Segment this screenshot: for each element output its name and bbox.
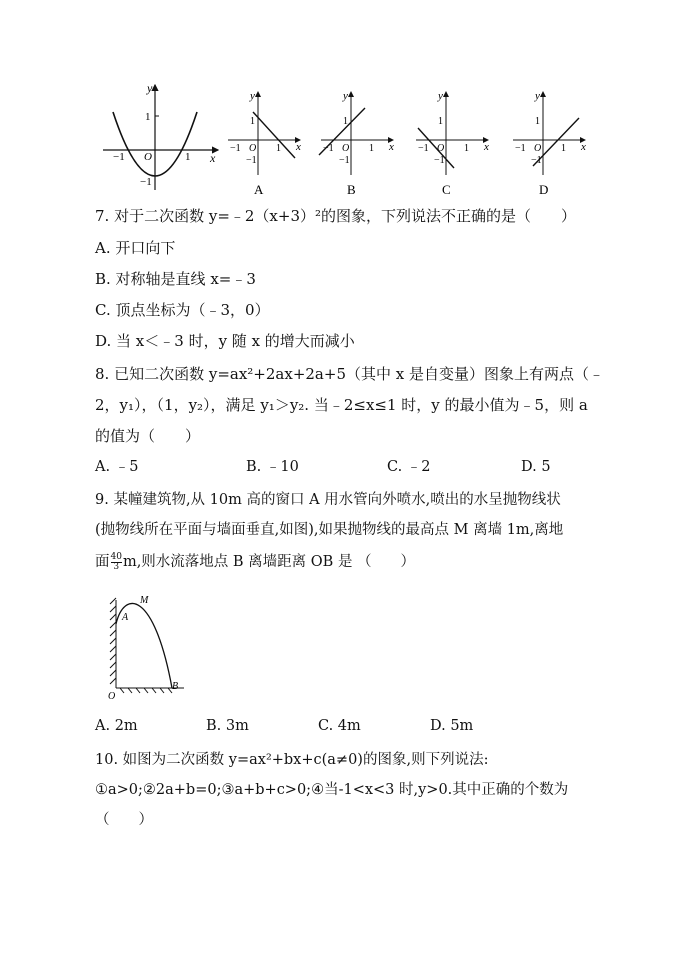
fraction-40-3: $\frac{40}{3}$	[110, 551, 122, 572]
svg-text:−1: −1	[246, 155, 257, 166]
q8-option-b: B. ﹣10	[246, 459, 299, 475]
svg-text:−1: −1	[230, 143, 241, 154]
q9-line2: (抛物线所在平面与墙面垂直,如图),如果抛物线的最高点 M 离墙 1m,离地	[95, 522, 564, 538]
q9-line3: 面 $\frac{40}{3}$ m,则水流落地点 B 离墙距离 OB 是 （ ）	[95, 551, 416, 572]
point-a-label: A	[122, 612, 129, 623]
q9-option-b: B. 3m	[206, 718, 249, 734]
q10-line3: （ ）	[95, 812, 153, 828]
svg-text:x: x	[296, 141, 301, 153]
q7-stem: 7. 对于二次函数 y=﹣2（x+3）²的图象，下列说法不正确的是（ ）	[95, 207, 577, 225]
q9-figure	[106, 592, 216, 702]
svg-text:1: 1	[561, 143, 566, 154]
parabola-tick-neg1y: −1	[140, 176, 152, 188]
q9-option-c: C. 4m	[318, 718, 361, 734]
graph-a	[228, 90, 301, 197]
svg-text:x: x	[484, 141, 489, 153]
svg-text:1: 1	[464, 143, 469, 154]
svg-text:x: x	[581, 141, 586, 153]
graph-a-letter: A	[254, 182, 264, 197]
q9-option-a: A. 2m	[95, 718, 138, 734]
q8-option-c: C. ﹣2	[387, 459, 431, 475]
q7-option-d: D. 当 x＜﹣3 时，y 随 x 的增大而减小	[95, 332, 355, 350]
parabola-y-label: y	[147, 81, 153, 95]
q10-line1: 10. 如图为二次函数 y=ax²+bx+c(a≠0)的图象,则下列说法:	[95, 752, 489, 768]
q8-line2: 2，y₁），（1，y₂），满足 y₁＞y₂. 当﹣2≤x≤1 时，y 的最小值为﹣5，则 a	[95, 396, 588, 414]
q8-line1: 8. 已知二次函数 y=ax²+2ax+2a+5（其中 x 是自变量）图象上有两点（﹣	[95, 365, 604, 383]
graph-b-letter: B	[347, 182, 356, 197]
graph-d	[513, 90, 586, 197]
graph-b	[319, 90, 394, 197]
q7-option-a: A. 开口向下	[95, 239, 176, 257]
parabola-graph	[103, 81, 218, 190]
svg-text:O: O	[342, 143, 350, 154]
parabola-x-label: x	[210, 151, 216, 165]
q8-line3: 的值为（ ）	[95, 427, 201, 445]
graph-d-letter: D	[539, 182, 549, 197]
parabola-tick-1x: 1	[185, 151, 191, 163]
svg-text:1: 1	[438, 116, 443, 127]
svg-text:y: y	[535, 90, 540, 102]
svg-text:O: O	[534, 143, 542, 154]
svg-text:y: y	[343, 90, 348, 102]
parabola-origin: O	[144, 151, 152, 163]
svg-text:−1: −1	[323, 143, 334, 154]
point-m-label: M	[140, 595, 149, 606]
svg-text:O: O	[437, 143, 445, 154]
svg-text:−1: −1	[339, 155, 350, 166]
svg-text:1: 1	[369, 143, 374, 154]
top-figure	[0, 0, 688, 200]
svg-text:1: 1	[276, 143, 281, 154]
svg-text:y: y	[438, 90, 443, 102]
q7-option-b: B. 对称轴是直线 x=﹣3	[95, 270, 256, 288]
svg-text:O: O	[249, 143, 257, 154]
q8-option-d: D. 5	[521, 459, 551, 475]
graph-c	[416, 90, 489, 197]
svg-text:−1: −1	[434, 155, 445, 166]
q8-option-a: A. ﹣5	[95, 459, 139, 475]
q9-line1: 9. 某幢建筑物,从 10m 高的窗口 A 用水管向外喷水,喷出的水呈抛物线状	[95, 492, 561, 508]
point-o-label: O	[108, 691, 116, 702]
svg-text:y: y	[250, 90, 255, 102]
point-b-label: B	[172, 681, 179, 692]
svg-text:x: x	[389, 141, 394, 153]
parabola-tick-1y: 1	[145, 111, 151, 123]
svg-text:−1: −1	[515, 143, 526, 154]
q9-option-d: D. 5m	[430, 718, 474, 734]
q10-line2: ①a>0;②2a+b=0;③a+b+c>0;④当-1<x<3 时,y>0.其中正确的个数为	[95, 782, 569, 798]
q7-option-c: C. 顶点坐标为（﹣3，0）	[95, 301, 270, 319]
parabola-tick-neg1x: −1	[113, 151, 125, 163]
svg-text:−1: −1	[531, 155, 542, 166]
svg-text:1: 1	[250, 116, 255, 127]
svg-text:−1: −1	[418, 143, 429, 154]
graph-c-letter: C	[442, 182, 451, 197]
svg-text:1: 1	[343, 116, 348, 127]
svg-text:1: 1	[535, 116, 540, 127]
